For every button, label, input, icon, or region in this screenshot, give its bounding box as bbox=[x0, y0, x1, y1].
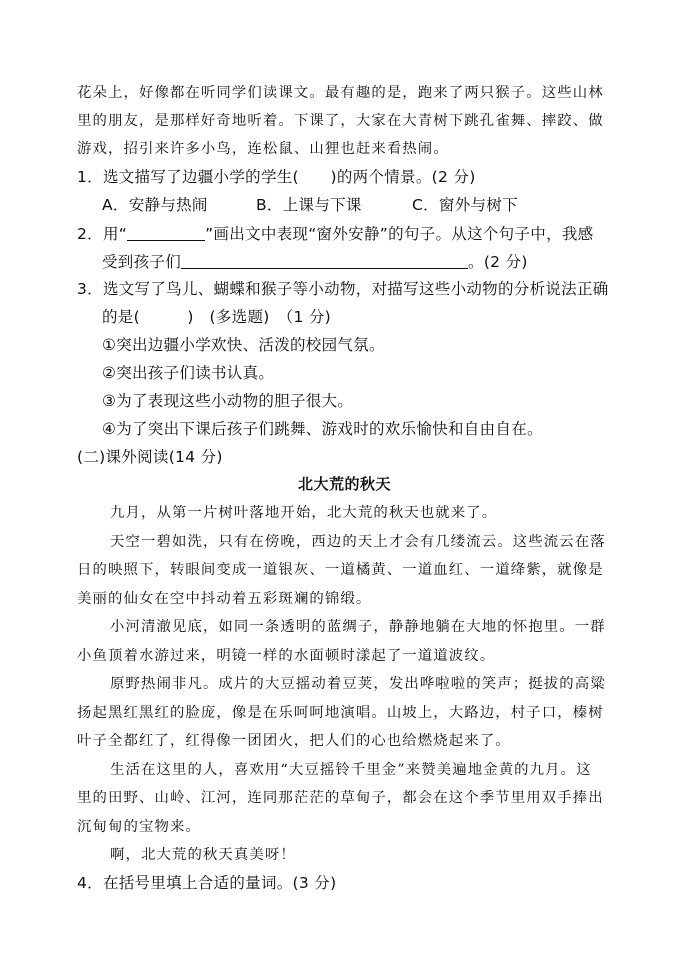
question-3-choice: ①突出边疆小学欢快、活泼的校园气氛。 bbox=[102, 336, 385, 354]
question-3-stem: 3．选文写了鸟儿、蝴蝶和猴子等小动物，对描写这些小动物的分析说法正确 bbox=[77, 280, 609, 298]
passage-line: 花朵上，好像都在听同学们读课文。最有趣的是，跑来了两只猴子。这些山林 bbox=[77, 85, 604, 101]
question-3-choice: ②突出孩子们读书认真。 bbox=[102, 364, 275, 382]
article-line: 小鱼顶着水游过来，明镜一样的水面顿时漾起了一道道波纹。 bbox=[77, 648, 496, 664]
article-line: 原野热闹非凡。成片的大豆摇动着豆荚，发出哗啦啦的笑声；挺拔的高粱 bbox=[110, 676, 606, 692]
article-line: 天空一碧如洗，只有在傍晚，西边的天上才会有几缕流云。这些流云在落 bbox=[110, 534, 606, 550]
question-2-text: 。(2 分) bbox=[468, 253, 528, 271]
question-3-choice: ④为了突出下课后孩子们跳舞、游戏时的欢乐愉快和自由自在。 bbox=[102, 420, 543, 438]
question-4-stem: 4．在括号里填上合适的量词。(3 分) bbox=[77, 874, 337, 892]
article-line: 沉甸甸的宝物来。 bbox=[77, 819, 201, 835]
article-title: 北大荒的秋天 bbox=[298, 475, 392, 493]
section-heading: (二)课外阅读(14 分) bbox=[77, 448, 223, 466]
article-line: 小河清澈见底，如同一条透明的蓝绸子，静静地躺在大地的怀抱里。一群 bbox=[110, 619, 606, 635]
question-1-option-a: A．安静与热闹 bbox=[102, 196, 208, 214]
article-line: 日的映照下，转眼间变成一道银灰、一道橘黄、一道血红、一道绛紫，就像是 bbox=[77, 562, 604, 578]
question-2-text: ”画出文中表现“窗外安静”的句子。从这个句子中，我感 bbox=[205, 225, 594, 243]
article-line: 叶子全都红了，红得像一团团火，把人们的心也给燃烧起来了。 bbox=[77, 733, 511, 749]
question-1-stem: 1．选文描写了边疆小学的学生( )的两个情景。(2 分) bbox=[77, 168, 476, 186]
question-3-choice: ③为了表现这些小动物的胆子很大。 bbox=[102, 392, 354, 410]
article-line: 啊，北大荒的秋天真美呀！ bbox=[110, 847, 296, 863]
question-2-text: 受到孩子们 bbox=[102, 253, 182, 271]
article-line: 美丽的仙女在空中抖动着五彩斑斓的锦缎。 bbox=[77, 591, 372, 607]
answer-blank[interactable] bbox=[181, 254, 468, 269]
question-2-line-1 bbox=[77, 226, 594, 243]
passage-line: 游戏，招引来许多小鸟，连松鼠、山狸也赶来看热闹。 bbox=[77, 141, 449, 157]
question-2-text: 2．用“ bbox=[77, 225, 128, 243]
answer-blank[interactable] bbox=[127, 226, 205, 241]
article-line: 扬起黑红黑红的脸庞，像是在乐呵呵地演唱。山坡上，大路边，村子口，榛树 bbox=[77, 705, 604, 721]
question-3-stem-cont: 的是( ) (多选题) （1 分) bbox=[102, 308, 331, 326]
article-line: 九月，从第一片树叶落地开始，北大荒的秋天也就来了。 bbox=[110, 505, 498, 521]
question-2-line-2 bbox=[102, 254, 528, 271]
question-1-option-c: C．窗外与树下 bbox=[412, 196, 518, 214]
article-line: 生活在这里的人，喜欢用“大豆摇铃千里金”来赞美遍地金黄的九月。这 bbox=[110, 762, 592, 778]
question-1-option-b: B．上课与下课 bbox=[256, 196, 362, 214]
passage-line: 里的朋友，是那样好奇地听着。下课了，大家在大青树下跳孔雀舞、摔跤、做 bbox=[77, 113, 604, 129]
article-line: 里的田野、山岭、江河，连同那茫茫的草甸子，都会在这个季节里用双手捧出 bbox=[77, 790, 604, 806]
